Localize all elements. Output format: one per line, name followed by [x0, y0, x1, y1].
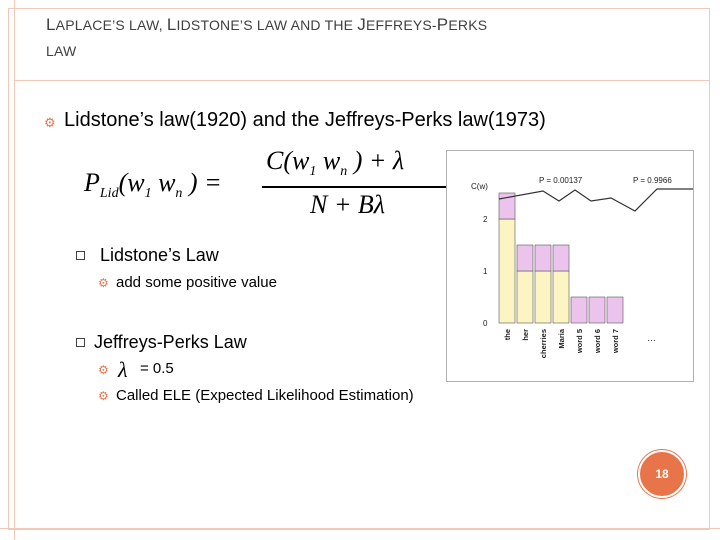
x-tick-label: Maria: [557, 329, 566, 349]
y-tick-label: 2: [483, 215, 488, 224]
ellipsis-label: …: [647, 333, 656, 343]
y-axis-label: C(w): [471, 182, 488, 191]
probability-line: [499, 189, 693, 211]
bar-base: [499, 219, 515, 323]
title-part-2: IDSTONE’S LAW AND THE: [176, 17, 358, 33]
bar-added: [535, 245, 551, 271]
lidstone-formula: [84, 146, 444, 222]
bullet-icon: ⚙: [44, 115, 56, 130]
lambda-symbol: λ: [118, 357, 128, 382]
x-tick-label: cherries: [539, 329, 548, 359]
bar-added: [571, 297, 587, 323]
title-part-1: APLACE’S LAW,: [55, 17, 167, 33]
x-tick-label: the: [503, 329, 512, 341]
bar-base: [535, 271, 551, 323]
y-tick-label: 1: [483, 267, 488, 276]
title-line-2: LAW: [46, 43, 77, 59]
bar-base: [517, 271, 533, 323]
bullet-icon: ⚙: [98, 363, 109, 377]
x-tick-label: word 7: [611, 329, 620, 354]
chart-svg: [447, 151, 693, 381]
x-tick-label: her: [521, 329, 530, 341]
jeffreys-perks-heading: Jeffreys-Perks Law: [94, 332, 247, 352]
title-cap-l2: L: [166, 15, 177, 34]
title-divider: [14, 80, 710, 81]
title-part-4: ERKS: [448, 17, 488, 33]
bar-added: [589, 297, 605, 323]
frame-left-line: [14, 0, 15, 540]
frequency-chart: [446, 150, 694, 382]
bar-added: [553, 245, 569, 271]
bullet-icon: ⚙: [98, 389, 109, 403]
title-cap-j: J: [357, 15, 366, 34]
bar-added: [517, 245, 533, 271]
frame-bottom-line: [0, 528, 720, 529]
x-tick-label: word 5: [575, 329, 584, 354]
lidstone-law-heading: Lidstone’s Law: [100, 245, 219, 265]
annotation-p-1: P = 0.00137: [539, 176, 583, 185]
bullet-icon: ⚙: [98, 276, 109, 290]
square-bullet-icon: [76, 251, 85, 260]
title-part-3: EFFREYS-: [365, 17, 437, 33]
y-tick-label: 0: [483, 319, 488, 328]
title-cap-p: P: [436, 15, 449, 34]
formula-denominator: N + Bλ: [310, 190, 386, 219]
annotation-p-2: P = 0.9966: [633, 176, 672, 185]
lambda-value: = 0.5: [140, 360, 174, 377]
bullet-lidstone-jeffreys: Lidstone’s law(1920) and the Jeffreys-Perks law(1973): [64, 109, 546, 131]
bar-base: [553, 271, 569, 323]
fraction-bar: [262, 186, 452, 188]
lidstone-sub-item: add some positive value: [116, 274, 277, 291]
x-tick-label: word 6: [593, 329, 602, 354]
slide-title: [46, 12, 666, 64]
bar-added: [607, 297, 623, 323]
formula-lhs: $P_{Lid}(w_1$ $w_n$ ) =: [84, 168, 222, 202]
page-number-badge: 18: [638, 450, 686, 498]
title-cap-l: L: [46, 15, 56, 34]
formula-numerator: $C(w_1$ $w_n$ ) + λ: [266, 146, 405, 180]
square-bullet-icon: [76, 338, 85, 347]
ele-item: Called ELE (Expected Likelihood Estimation): [116, 387, 414, 404]
